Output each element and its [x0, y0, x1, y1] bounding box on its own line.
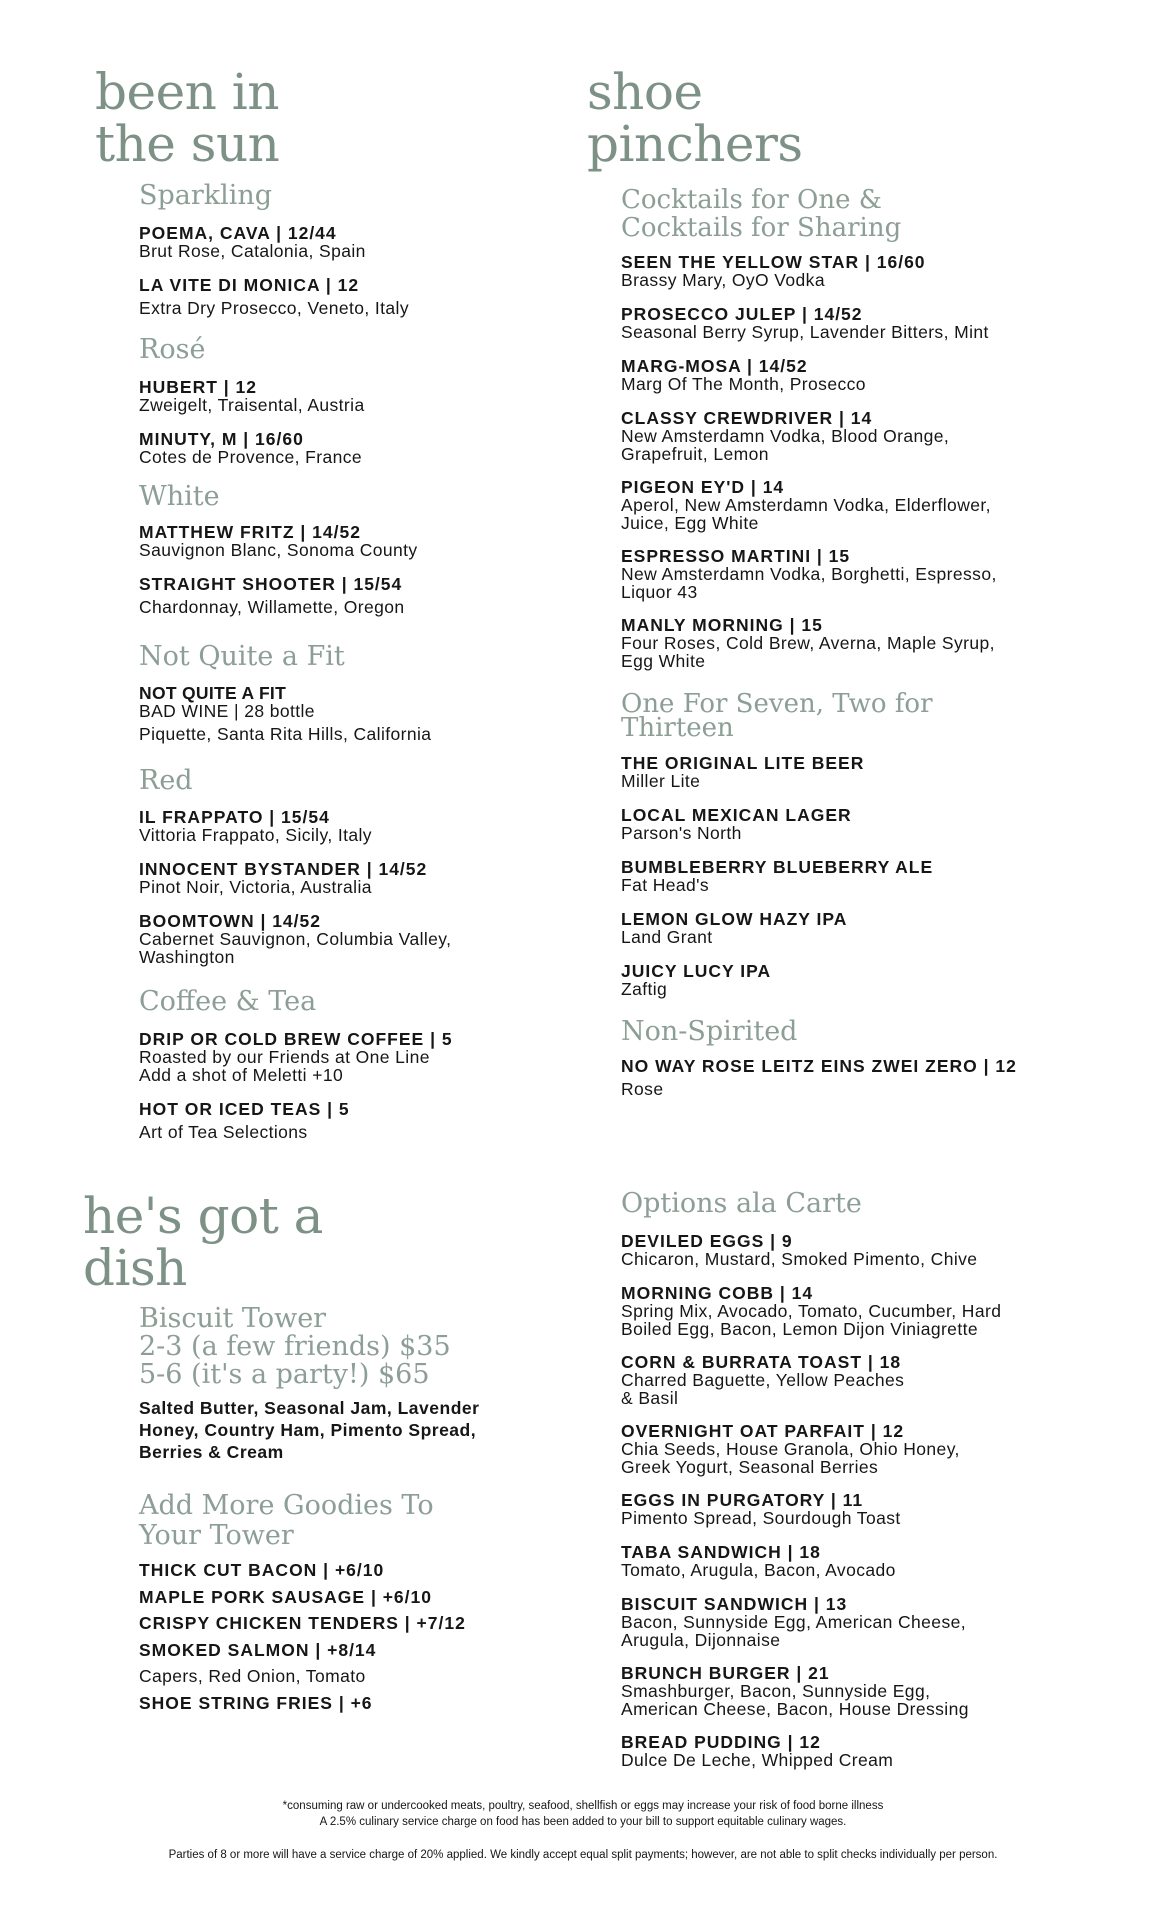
- item-name: PIGEON EY'D | 14: [621, 477, 785, 497]
- desc-line: Berries & Cream: [139, 1442, 284, 1462]
- menu-item: [621, 1491, 901, 1527]
- item-desc: Zaftig: [621, 979, 668, 999]
- item-name: DEVILED EGGS | 9: [621, 1231, 793, 1251]
- menu-item: [621, 1232, 977, 1268]
- item-name: BREAD PUDDING | 12: [621, 1732, 821, 1752]
- title-line: pinchers: [587, 115, 803, 173]
- item-name: NO WAY ROSE LEITZ EINS ZWEI ZERO | 12: [621, 1056, 1017, 1076]
- footer-line: Parties of 8 or more will have a service charge of 20% applied. We kindly accept equal split payments; however, are not able to split checks individually per person.: [168, 1849, 998, 1861]
- section-heading: Cocktails for One &: [621, 185, 882, 215]
- item-name: CORN & BURRATA TOAST | 18: [621, 1352, 902, 1372]
- item-desc: Add a shot of Meletti +10: [139, 1065, 344, 1085]
- section-not-quite-a-fit: [139, 643, 345, 671]
- item-desc: Washington: [139, 947, 235, 967]
- item-desc: American Cheese, Bacon, House Dressing: [621, 1699, 969, 1719]
- item-name: JUICY LUCY IPA: [621, 961, 772, 981]
- menu-item: [621, 1353, 904, 1407]
- section-cocktails: [621, 186, 901, 242]
- item-name: LEMON GLOW HAZY IPA: [621, 909, 848, 929]
- footer-line: *consuming raw or undercooked meats, poultry, seafood, shellfish or eggs may increase your risk of food borne illness: [282, 1800, 884, 1812]
- menu-item: [621, 305, 989, 341]
- item-desc: BAD WINE | 28 bottle: [139, 701, 315, 721]
- menu-item: [621, 1733, 893, 1769]
- item-name: BUMBLEBERRY BLUEBERRY ALE: [621, 857, 934, 877]
- addon-item: CRISPY CHICKEN TENDERS | +7/12: [139, 1613, 466, 1633]
- item-desc: & Basil: [621, 1388, 679, 1408]
- section-beer: [621, 689, 933, 743]
- item-name: HUBERT | 12: [139, 377, 257, 397]
- menu-item: [139, 1030, 453, 1084]
- menu-item: [621, 357, 866, 393]
- item-name: BISCUIT SANDWICH | 13: [621, 1594, 848, 1614]
- menu-item: [139, 224, 366, 260]
- tower-price: 5-6 (it's a party!) $65: [139, 1359, 430, 1390]
- menu-item: [621, 1057, 1017, 1098]
- tower-desc: [139, 1397, 479, 1463]
- section-heading: Your Tower: [139, 1520, 294, 1551]
- item-desc: Land Grant: [621, 927, 713, 947]
- item-desc: Roasted by our Friends at One Line: [139, 1047, 430, 1067]
- item-desc: Zweigelt, Traisental, Austria: [139, 395, 365, 415]
- menu-item: [621, 1422, 960, 1476]
- section-sparkling: [139, 182, 272, 210]
- menu-item: [139, 860, 427, 896]
- section-heading: Thirteen: [621, 713, 734, 743]
- item-name: ESPRESSO MARTINI | 15: [621, 546, 851, 566]
- footer-disclaimer: [0, 1798, 1166, 1830]
- item-desc: Boiled Egg, Bacon, Lemon Dijon Viniagrette: [621, 1319, 978, 1339]
- title-line: he's got a: [83, 1187, 323, 1245]
- menu-item: [139, 1100, 350, 1141]
- food-title: [83, 1187, 323, 1297]
- title-line: dish: [83, 1239, 187, 1297]
- item-desc: New Amsterdamn Vodka, Borghetti, Espresso,: [621, 564, 997, 584]
- item-name: THE ORIGINAL LITE BEER: [621, 753, 865, 773]
- item-desc: Pinot Noir, Victoria, Australia: [139, 877, 372, 897]
- item-name: EGGS IN PURGATORY | 11: [621, 1490, 864, 1510]
- item-desc: Rose: [621, 1079, 664, 1099]
- item-desc: Chicaron, Mustard, Smoked Pimento, Chive: [621, 1249, 978, 1269]
- item-desc: Parson's North: [621, 823, 742, 843]
- item-desc: Chardonnay, Willamette, Oregon: [139, 597, 405, 617]
- item-desc: Cabernet Sauvignon, Columbia Valley,: [139, 929, 452, 949]
- item-desc: Egg White: [621, 651, 706, 671]
- section-ala-carte: [621, 1190, 862, 1218]
- drinks-title-right: [587, 63, 803, 173]
- drinks-title-left: [95, 63, 280, 173]
- item-desc: Arugula, Dijonnaise: [621, 1630, 781, 1650]
- menu-item: [621, 754, 864, 790]
- menu-item: [139, 378, 365, 414]
- section-rose: [139, 336, 205, 364]
- section-non-spirited: [621, 1018, 797, 1046]
- menu-item: [621, 1595, 966, 1649]
- section-heading: Biscuit Tower: [139, 1303, 327, 1334]
- item-desc: Piquette, Santa Rita Hills, California: [139, 724, 432, 744]
- section-heading: Red: [139, 765, 193, 796]
- item-name: HOT OR ICED TEAS | 5: [139, 1099, 350, 1119]
- addon-item: THICK CUT BACON | +6/10: [139, 1560, 385, 1580]
- menu-item: [621, 1284, 1001, 1338]
- item-name: NOT QUITE A FIT: [139, 683, 287, 703]
- footer-line: A 2.5% culinary service charge on food has been added to your bill to support equitable culinary wages.: [319, 1816, 847, 1828]
- section-heading: Sparkling: [139, 180, 273, 211]
- section-heading: Coffee & Tea: [139, 986, 317, 1017]
- menu-item: [621, 806, 852, 842]
- item-name: IL FRAPPATO | 15/54: [139, 807, 330, 827]
- item-desc: Marg Of The Month, Prosecco: [621, 374, 866, 394]
- menu-item: [621, 409, 949, 463]
- item-name: PROSECCO JULEP | 14/52: [621, 304, 863, 324]
- item-desc: Juice, Egg White: [621, 513, 759, 533]
- menu-item: [621, 858, 933, 894]
- item-desc: Charred Baguette, Yellow Peaches: [621, 1370, 905, 1390]
- menu-item: [139, 808, 372, 844]
- item-desc: Art of Tea Selections: [139, 1122, 308, 1142]
- menu-item: [139, 523, 418, 559]
- menu-item: [621, 478, 991, 532]
- menu-item: [621, 253, 926, 289]
- menu-item: [621, 547, 997, 601]
- item-desc: Extra Dry Prosecco, Veneto, Italy: [139, 298, 409, 318]
- section-heading: Rosé: [139, 334, 206, 365]
- item-desc: Grapefruit, Lemon: [621, 444, 769, 464]
- goodies-heading: [139, 1491, 434, 1551]
- desc-line: Salted Butter, Seasonal Jam, Lavender: [139, 1398, 480, 1418]
- item-desc: Fat Head's: [621, 875, 710, 895]
- section-heading: Add More Goodies To: [139, 1490, 434, 1521]
- item-desc: Tomato, Arugula, Bacon, Avocado: [621, 1560, 896, 1580]
- item-desc: Pimento Spread, Sourdough Toast: [621, 1508, 901, 1528]
- menu-item: [621, 910, 847, 946]
- menu-item: [139, 575, 405, 616]
- item-name: CLASSY CREWDRIVER | 14: [621, 408, 873, 428]
- item-name: BOOMTOWN | 14/52: [139, 911, 321, 931]
- goodies-list: [139, 1557, 466, 1716]
- section-heading: Cocktails for Sharing: [621, 213, 902, 243]
- title-line: the sun: [95, 115, 280, 173]
- item-desc: Seasonal Berry Syrup, Lavender Bitters, Mint: [621, 322, 989, 342]
- item-desc: Four Roses, Cold Brew, Averna, Maple Syrup,: [621, 633, 995, 653]
- item-desc: Liquor 43: [621, 582, 698, 602]
- item-desc: Smashburger, Bacon, Sunnyside Egg,: [621, 1681, 931, 1701]
- menu-item: [139, 430, 362, 466]
- item-desc: Aperol, New Amsterdamn Vodka, Elderflower,: [621, 495, 991, 515]
- item-name: SEEN THE YELLOW STAR | 16/60: [621, 252, 926, 272]
- item-name: OVERNIGHT OAT PARFAIT | 12: [621, 1421, 905, 1441]
- item-desc: Vittoria Frappato, Sicily, Italy: [139, 825, 372, 845]
- section-heading: One For Seven, Two for: [621, 689, 933, 719]
- section-heading: Options ala Carte: [621, 1188, 862, 1219]
- item-desc: Greek Yogurt, Seasonal Berries: [621, 1457, 879, 1477]
- biscuit-tower: [139, 1305, 451, 1389]
- menu-item: [621, 962, 771, 998]
- menu-item: [139, 684, 431, 743]
- menu-item: [139, 276, 409, 317]
- item-name: BRUNCH BURGER | 21: [621, 1663, 830, 1683]
- item-name: MINUTY, M | 16/60: [139, 429, 304, 449]
- item-desc: Sauvignon Blanc, Sonoma County: [139, 540, 418, 560]
- desc-line: Honey, Country Ham, Pimento Spread,: [139, 1420, 477, 1440]
- item-name: MORNING COBB | 14: [621, 1283, 814, 1303]
- title-line: shoe: [587, 63, 703, 121]
- item-desc: Dulce De Leche, Whipped Cream: [621, 1750, 894, 1770]
- item-name: MANLY MORNING | 15: [621, 615, 823, 635]
- section-red: [139, 767, 193, 795]
- item-desc: Cotes de Provence, France: [139, 447, 363, 467]
- item-name: INNOCENT BYSTANDER | 14/52: [139, 859, 428, 879]
- item-desc: Miller Lite: [621, 771, 701, 791]
- footer-party-policy: [0, 1847, 1166, 1863]
- section-heading: Not Quite a Fit: [139, 641, 345, 672]
- item-desc: Spring Mix, Avocado, Tomato, Cucumber, Hard: [621, 1301, 1002, 1321]
- addon-item: SMOKED SALMON | +8/14: [139, 1639, 377, 1660]
- item-desc: New Amsterdamn Vodka, Blood Orange,: [621, 426, 950, 446]
- title-line: been in: [95, 63, 279, 121]
- item-name: MATTHEW FRITZ | 14/52: [139, 522, 361, 542]
- section-heading: Non-Spirited: [621, 1016, 798, 1047]
- item-name: STRAIGHT SHOOTER | 15/54: [139, 574, 403, 594]
- section-heading: White: [139, 481, 220, 512]
- menu-item: [139, 912, 451, 966]
- addon-item: MAPLE PORK SAUSAGE | +6/10: [139, 1586, 432, 1607]
- tower-price: 2-3 (a few friends) $35: [139, 1331, 451, 1362]
- item-name: POEMA, CAVA | 12/44: [139, 223, 337, 243]
- addon-desc: Capers, Red Onion, Tomato: [139, 1666, 366, 1686]
- section-white: [139, 483, 220, 511]
- section-coffee-tea: [139, 988, 316, 1016]
- item-desc: Brassy Mary, OyO Vodka: [621, 270, 825, 290]
- item-name: MARG-MOSA | 14/52: [621, 356, 808, 376]
- menu-item: [621, 616, 995, 670]
- item-name: DRIP OR COLD BREW COFFEE | 5: [139, 1029, 453, 1049]
- menu-item: [621, 1664, 969, 1718]
- item-name: LA VITE DI MONICA | 12: [139, 275, 360, 295]
- item-name: LOCAL MEXICAN LAGER: [621, 805, 852, 825]
- item-name: TABA SANDWICH | 18: [621, 1542, 821, 1562]
- item-desc: Chia Seeds, House Granola, Ohio Honey,: [621, 1439, 960, 1459]
- item-desc: Brut Rose, Catalonia, Spain: [139, 241, 366, 261]
- addon-item: SHOE STRING FRIES | +6: [139, 1692, 373, 1713]
- menu-item: [621, 1543, 896, 1579]
- item-desc: Bacon, Sunnyside Egg, American Cheese,: [621, 1612, 966, 1632]
